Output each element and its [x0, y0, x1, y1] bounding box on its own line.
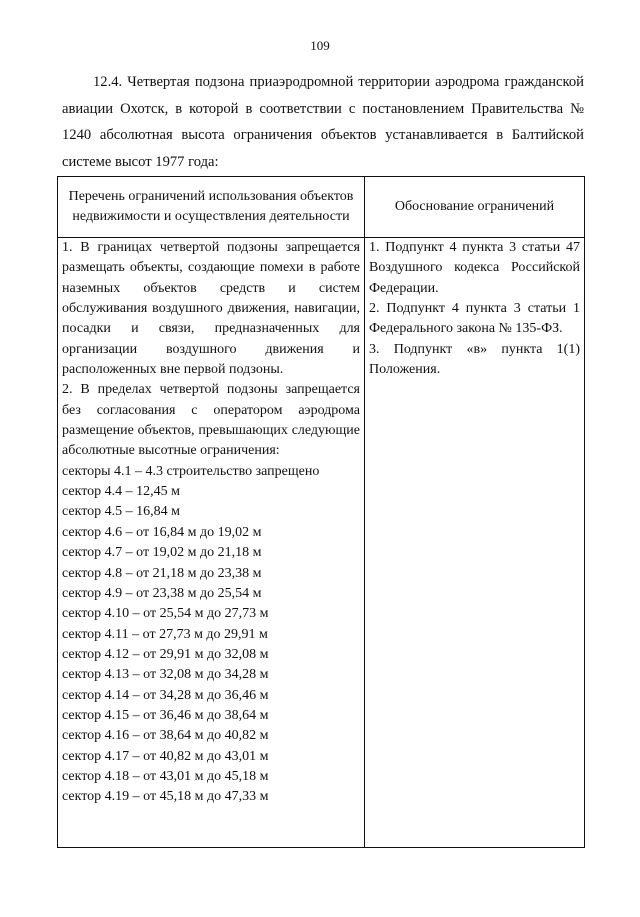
sector-item: сектор 4.8 – от 21,18 м до 23,38 м [62, 565, 262, 581]
restriction-item-2: 2. В пределах четвертой подзоны запрещается без согласования с оператором аэродрома размещение объектов, превышающих следующие абсолютные высотные ограничения: [62, 382, 360, 459]
section-intro-paragraph: 12.4. Четвертая подзона приаэродромной территории аэродрома гражданской авиации Охотск, в которой в соответствии с постановлением Правительства № 1240 абсолютная высота ограничения объектов устанавливается в Балтийской системе высот 1977 года: [62, 74, 584, 170]
sector-item: сектор 4.14 – от 34,28 м до 36,46 м [62, 687, 269, 703]
sector-item: сектор 4.17 – от 40,82 м до 43,01 м [62, 748, 269, 764]
restriction-item-1: 1. В границах четвертой подзоны запрещается размещать объекты, создающие помехи в работе наземных объектов средств и систем обслуживания воздушного движения, навигации, посадки и связи, предназначенных для организации воздушного движения и расположенных вне первой подзоны. [62, 240, 360, 378]
basis-cell [365, 238, 585, 848]
sector-item: сектор 4.6 – от 16,84 м до 19,02 м [62, 524, 262, 540]
sector-item: сектор 4.13 – от 32,08 м до 34,28 м [62, 667, 269, 683]
sector-item: сектор 4.9 – от 23,38 м до 25,54 м [62, 585, 262, 601]
header-restrictions-list: Перечень ограничений использования объектов недвижимости и осуществления деятельности [58, 177, 365, 238]
sector-item: сектор 4.15 – от 36,46 м до 38,64 м [62, 707, 269, 723]
restrictions-cell [58, 238, 365, 848]
sector-item: сектор 4.11 – от 27,73 м до 29,91 м [62, 626, 268, 642]
sector-item: сектор 4.19 – от 45,18 м до 47,33 м [62, 789, 269, 805]
sector-item: сектор 4.16 – от 38,64 м до 40,82 м [62, 728, 269, 744]
sector-height-list [62, 462, 360, 808]
sector-item: сектор 4.18 – от 43,01 м до 45,18 м [62, 768, 269, 784]
table-row [58, 238, 585, 848]
restrictions-table [57, 176, 585, 848]
sector-item: сектор 4.7 – от 19,02 м до 21,18 м [62, 545, 262, 561]
basis-item-3: 3. Подпункт «в» пункта 1(1) Положения. [369, 341, 580, 378]
sector-item: сектор 4.12 – от 29,91 м до 32,08 м [62, 646, 269, 662]
table-header-row [58, 177, 585, 238]
sector-item: сектор 4.4 – 12,45 м [62, 484, 181, 500]
sector-item: сектор 4.10 – от 25,54 м до 27,73 м [62, 606, 269, 622]
sector-item: сектор 4.5 – 16,84 м [62, 504, 181, 520]
basis-item-1: 1. Подпункт 4 пункта 3 статьи 47 Воздушного кодекса Российской Федерации. [369, 240, 580, 296]
sector-item: секторы 4.1 – 4.3 строительство запрещено [62, 463, 320, 479]
header-restrictions-basis: Обоснование ограничений [365, 177, 585, 238]
basis-item-2: 2. Подпункт 4 пункта 3 статьи 1 Федерального закона № 135-ФЗ. [369, 301, 580, 337]
page-number: 109 [310, 38, 330, 53]
